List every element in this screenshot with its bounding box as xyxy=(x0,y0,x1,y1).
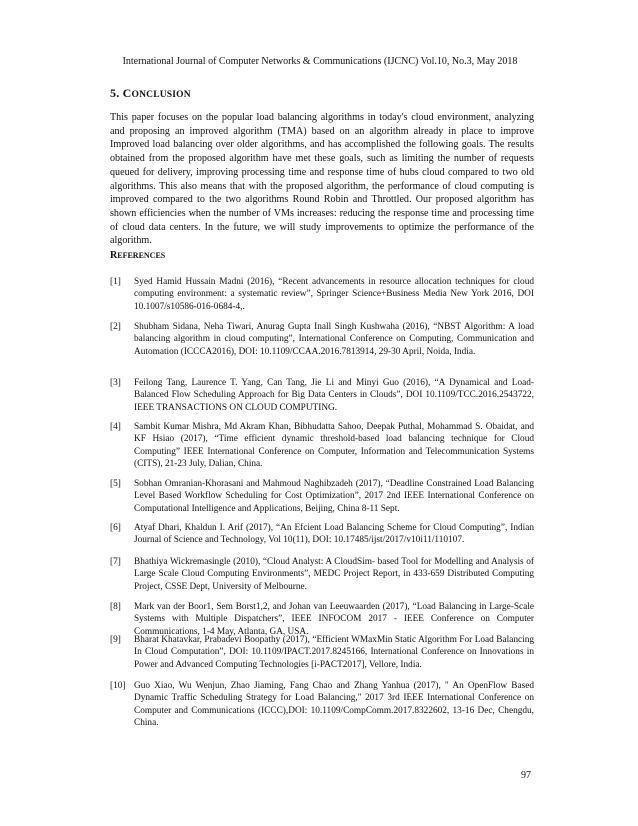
reference-item xyxy=(110,522,534,547)
reference-item xyxy=(110,556,534,593)
reference-item xyxy=(110,421,534,471)
reference-text: Mark van der Boor1, Sem Borst1,2, and Johan van Leeuwaarden (2017), “Load Balancing in Large-Scale Systems with Multiple Dispatchers”, IEEE INFOCOM 2017 - IEEE Conference on Computer Communications, 1-4 May, Atlanta, GA, USA. xyxy=(134,602,534,637)
reference-text: Syed Hamid Hussain Madni (2016), “Recent advancements in resource allocation techniques for cloud computing environment: a systematic review”, Springer Science+Business Media New York 2016, DOI 10.1007/s10586-016-0684-4,. xyxy=(134,277,534,312)
reference-item xyxy=(110,478,534,515)
reference-text: Feilong Tang, Laurence T. Yang, Can Tang, Jie Li and Minyi Guo (2016), “A Dynamical and Load-Balanced Flow Scheduling Approach for Big Data Centers in Clouds”, DOI 10.1109/TCC.2016.2543722, IEEE TRANSACTIONS ON CLOUD COMPUTING. xyxy=(134,378,534,413)
references-title-rest: EFERENCES xyxy=(117,251,166,260)
reference-number: [9] xyxy=(110,635,121,645)
reference-text: Shubham Sidana, Neha Tiwari, Anurag Gupta Inall Singh Kushwaha (2016), “NBST Algorithm: A load balancing algorithm in cloud computing”, International Conference on Computing, Communication and Automation (ICCCA2016), DOI: 10.1109/CCAA.2016.7813914, 29-30 April, Noida, India. xyxy=(134,322,534,357)
section-number: 5. xyxy=(110,86,120,100)
reference-number: [1] xyxy=(110,277,121,287)
reference-number: [2] xyxy=(110,322,121,332)
section-title-rest: ONCLUSION xyxy=(131,90,191,100)
reference-text: Sambit Kumar Mishra, Md Akram Khan, Bibhudatta Sahoo, Deepak Puthal, Mohammad S. Obaidat, and KF Hsiao (2017), “Time efficient dynamic threshold-based load balancing technique for Cloud Computing” IEEE International Conference on Computer, Information and Telecommunication Systems (CITS), 21-23 July, Dalian, China. xyxy=(134,422,534,470)
reference-item xyxy=(110,680,534,730)
reference-text: Bhathiya Wickremasingle (2010), “Cloud Analyst: A CloudSim- based Tool for Modelling and Analysis of Large Scale Cloud Computing Environments”, MEDC Project Report, in 433-659 Distributed Computing Project, CSSE Dept, University of Melbourne. xyxy=(134,557,534,592)
references-title-initial: R xyxy=(110,250,118,261)
reference-item xyxy=(110,601,534,638)
reference-number: [8] xyxy=(110,602,121,612)
section-heading xyxy=(110,86,191,101)
section-title-initial: C xyxy=(122,86,132,100)
reference-text: Guo Xiao, Wu Wenjun, Zhao Jiaming, Fang Chao and Zhang Yanhua (2017), " An OpenFlow Based Dynamic Traffic Scheduling Strategy for Load Balancing," 2017 3rd IEEE International Conference on Computer and Communications (ICCC),DOI: 10.1109/CompComm.2017.8322602, 13-16 Dec, Chengdu, China. xyxy=(134,681,534,729)
reference-text: Atyaf Dhari, Khaldun I. Arif (2017), “An Efcient Load Balancing Scheme for Cloud Computing”, Indian Journal of Science and Technology, Vol 10(11), DOI: 10.17485/ijst/2017/v10i11/110107. xyxy=(134,523,534,546)
conclusion-paragraph: This paper focuses on the popular load balancing algorithms in today's cloud environment, analyzing and proposing an improved algorithm (TMA) based on an algorithm already in place to improve Improved load balancing over older algorithms, and has accomplished the following goals. The results obtained from the proposed algorithm have met these goals, such as limiting the number of requests queued for delivery, improving processing time and response time of hubs cloud compared to two old algorithms. This also means that with the proposed algorithm, the performance of cloud computing is improved compared to the two algorithms Round Robin and Throttled. Our proposed algorithm has shown efficiencies when the number of VMs increases: reducing the response time and processing time of cloud data centers. In the future, we will study improvements to optimize the performance of the algorithm. xyxy=(110,112,534,247)
reference-item xyxy=(110,377,534,414)
reference-number: [4] xyxy=(110,422,121,432)
reference-text: Bharat Khatavkar, Prabadevi Boopathy (2017), “Efficient WMaxMin Static Algorithm For Load Balancing In Cloud Computation”, DOI: 10.1109/IPACT.2017.8245166, International Conference on Innovations in Power and Advanced Computing Technologies [i-PACT2017], Vellore, India. xyxy=(134,635,534,670)
reference-number: [6] xyxy=(110,523,121,533)
reference-item xyxy=(110,276,534,313)
reference-number: [10] xyxy=(110,681,126,691)
reference-item xyxy=(110,321,534,358)
page-number: 97 xyxy=(521,770,531,781)
journal-header: International Journal of Computer Networks & Communications (IJCNC) Vol.10, No.3, May 2018 xyxy=(122,56,518,67)
references-heading xyxy=(110,250,165,261)
reference-number: [7] xyxy=(110,557,121,567)
reference-text: Sobhan Omranian-Khorasani and Mahmoud Naghibzadeh (2017), “Deadline Constrained Load Balancing Level Based Workflow Scheduling for Cost Optimization”, 2017 2nd IEEE International Conference on Computational Intelligence and Applications, Beijing, China 8-11 Sept. xyxy=(134,479,534,514)
reference-number: [5] xyxy=(110,479,121,489)
reference-item xyxy=(110,634,534,671)
reference-number: [3] xyxy=(110,378,121,388)
